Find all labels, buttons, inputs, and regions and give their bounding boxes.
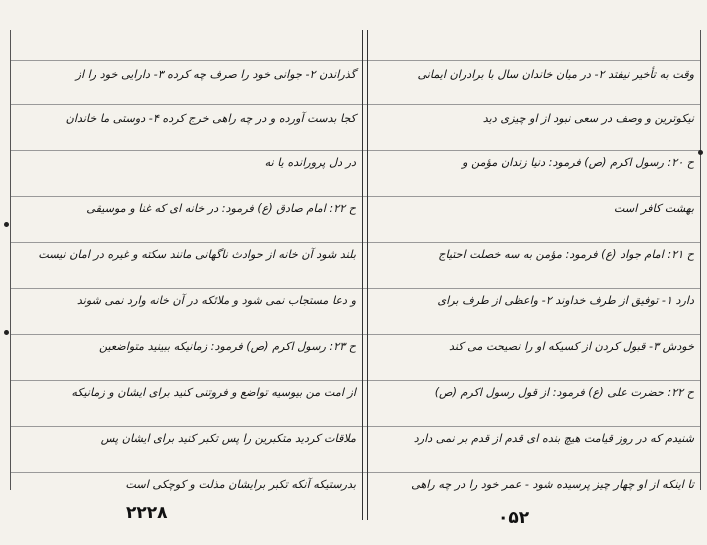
binding-hole <box>4 222 9 227</box>
text-line: ملاقات کردید متکبرین را پس تکبر کنید برای ایشان پس <box>100 432 356 445</box>
right-page-number: ۰۵۲ <box>498 508 530 528</box>
binding-hole <box>4 330 9 335</box>
binding-hole <box>698 150 703 155</box>
text-line: بدرستیکه آنکه تکبر برایشان مذلت و کوچکی است <box>125 478 356 491</box>
left-page-number: ۲۲۲۸ <box>126 503 168 523</box>
text-line: بلند شود آن خانه از حوادث ناگهانی مانند سکته و غیره در امان نیست <box>38 248 356 261</box>
text-line: دارد ۱- توفیق از طرف خداوند ۲- واعظی از طرف برای <box>437 294 694 307</box>
text-line: شنیدم که در روز قیامت هیچ بنده ای قدم از قدم بر نمی دارد <box>413 432 694 445</box>
text-line: وقت به تأخیر نیفتد ۲- در میان خاندان سال با برادران ایمانی <box>417 68 694 81</box>
text-line: ح ۲۲: امام صادق (ع) فرمود: در خانه ای که غنا و موسیقی <box>86 202 356 215</box>
text-line: ح ۲۰: رسول اکرم (ص) فرمود: دنیا زندان مؤمن و <box>462 156 694 169</box>
text-line: بهشت کافر است <box>613 202 694 215</box>
text-line: از امت من بیوسیه تواضع و فروتنی کنید برای ایشان و زمانیکه <box>71 386 356 399</box>
text-line: ح ۲۳: رسول اکرم (ص) فرمود: زمانیکه ببینید متواضعین <box>99 340 356 353</box>
text-line: ح ۲۱: امام جواد (ع) فرمود: مؤمن به سه خصلت احتیاج <box>438 248 694 261</box>
text-line: گذراندن ۲- جوانی خود را صرف چه کرده ۳- دارایی خود را از <box>75 68 356 81</box>
text-line: کجا بدست آورده و در چه راهی خرج کرده ۴- دوستی ما خاندان <box>65 112 356 125</box>
text-line: خودش ۳- قبول کردن از کسیکه او را نصیحت می کند <box>449 340 694 353</box>
text-line: در دل پرورانده یا نه <box>264 156 356 169</box>
text-line: نیکوترین و وصف در سعی نبود از او چیزی دید <box>482 112 694 125</box>
text-line: ح ۲۲: حضرت علی (ع) فرمود: از قول رسول اکرم (ص) <box>434 386 694 399</box>
text-line: و دعا مستجاب نمی شود و ملائکه در آن خانه وارد نمی شوند <box>76 294 356 307</box>
text-line: تا اینکه از او چهار چیز پرسیده شود - عمر خود را در چه راهی <box>411 478 694 491</box>
